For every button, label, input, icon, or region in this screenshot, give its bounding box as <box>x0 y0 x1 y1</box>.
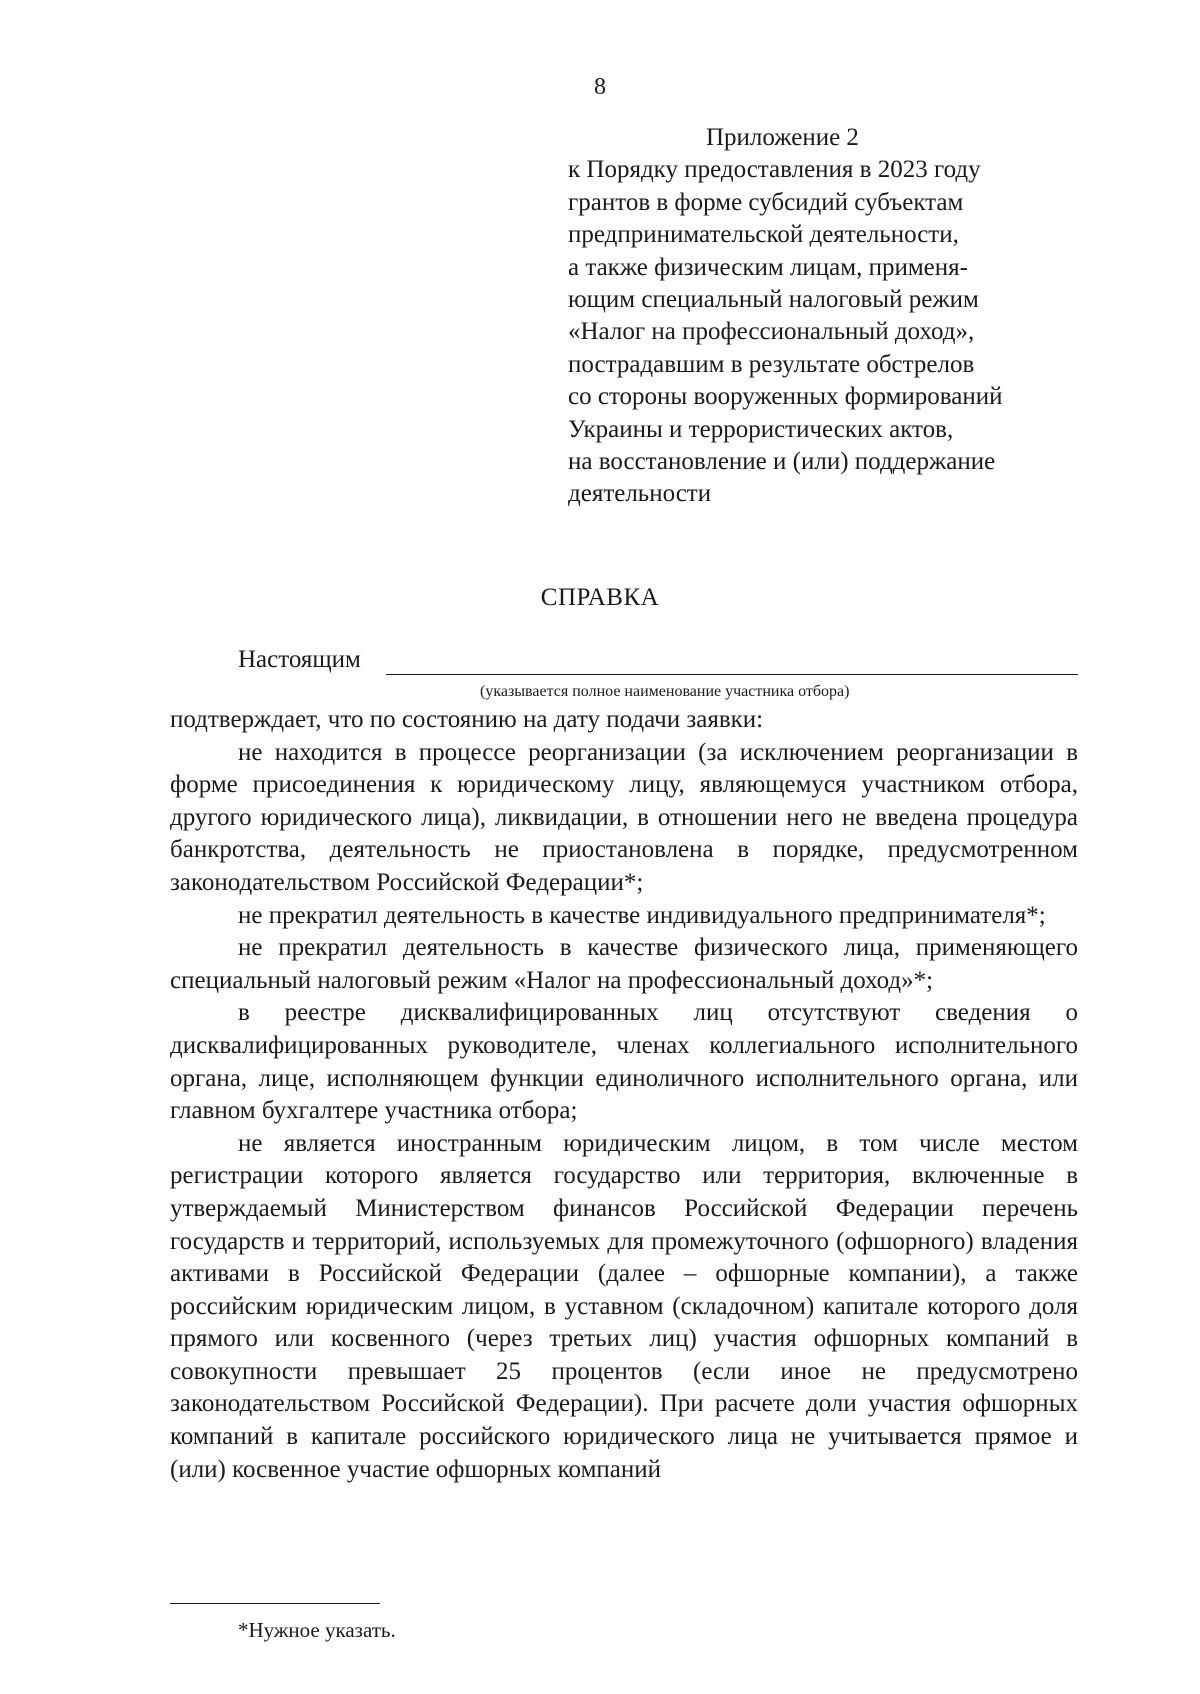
certificate-body <box>170 704 1078 1486</box>
appendix-line: ющим специальный налоговый режим <box>568 286 979 314</box>
body-intro: подтверждает, что по состоянию на дату подачи заявки: <box>170 706 764 733</box>
footnote: *Нужное указать. <box>238 1618 396 1642</box>
appendix-header <box>568 122 1088 511</box>
appendix-line: к Порядку предоставления в 2023 году <box>568 156 981 184</box>
appendix-line: деятельности <box>568 480 712 508</box>
body-item: не прекратил деятельность в качестве индивидуального предпринимателя*; <box>238 901 1046 929</box>
appendix-line: со стороны вооруженных формирований <box>568 383 1003 411</box>
body-item: не является иностранным юридическим лицом, в том числе местом регистрации которого является государство или территория, включенные в утверждаемый Министерством финансов Российской Федерации перечень государств и территорий, используемых для промежуточного (офшорного) владения активами в Российской Федерации (далее – офшорные компании), а также российским юридическим лицом, в уставном (складочном) капитале которого доля прямого или косвенного (через третьих лиц) участия офшорных компаний в совокупности превышает 25 процентов (если иное не предусмотрено законодательством Российской Федерации). При расчете доли участия офшорных компаний в капитале российского юридического лица не учитывается прямое и (или) косвенное участие офшорных компаний <box>170 1129 1078 1483</box>
appendix-line: на восстановление и (или) поддержание <box>568 448 996 476</box>
participant-label: Настоящим <box>238 646 361 673</box>
page-number: 8 <box>594 74 606 100</box>
participant-hint: (указывается полное наименование участника отбора) <box>480 683 850 700</box>
body-item: в реестре дисквалифицированных лиц отсутствуют сведения о дисквалифицированных руководителе, членах коллегиального исполнительного органа, лице, исполняющем функции единоличного исполнительного органа, или главном бухгалтере участника отбора; <box>170 999 1078 1125</box>
appendix-line: пострадавшим в результате обстрелов <box>568 350 975 378</box>
participant-row <box>238 644 1078 678</box>
appendix-line: Украины и террористических актов, <box>568 415 954 443</box>
body-item: не находится в процессе реорганизации (за исключением реорганизации в форме присоединения к юридическому лицу, являющемуся участником отбора, другого юридического лица), ликвидации, в отношении него не введена процедура банкротства, деятельность не приостановлена в порядке, предусмотренном законодательством Российской Федерации*; <box>170 738 1078 896</box>
appendix-title: Приложение 2 <box>706 124 859 151</box>
appendix-line: предпринимательской деятельности, <box>568 221 959 249</box>
footnote-divider <box>170 1603 380 1604</box>
body-item: не прекратил деятельность в качестве физического лица, применяющего специальный налоговый режим «Налог на профессиональный доход»*; <box>170 934 1078 994</box>
participant-name-blank <box>386 674 1078 675</box>
appendix-line: грантов в форме субсидий субъектам <box>568 188 964 216</box>
appendix-line: «Налог на профессиональный доход», <box>568 318 975 346</box>
document-title: СПРАВКА <box>540 584 660 611</box>
appendix-line: а также физическим лицам, применя- <box>568 253 968 281</box>
